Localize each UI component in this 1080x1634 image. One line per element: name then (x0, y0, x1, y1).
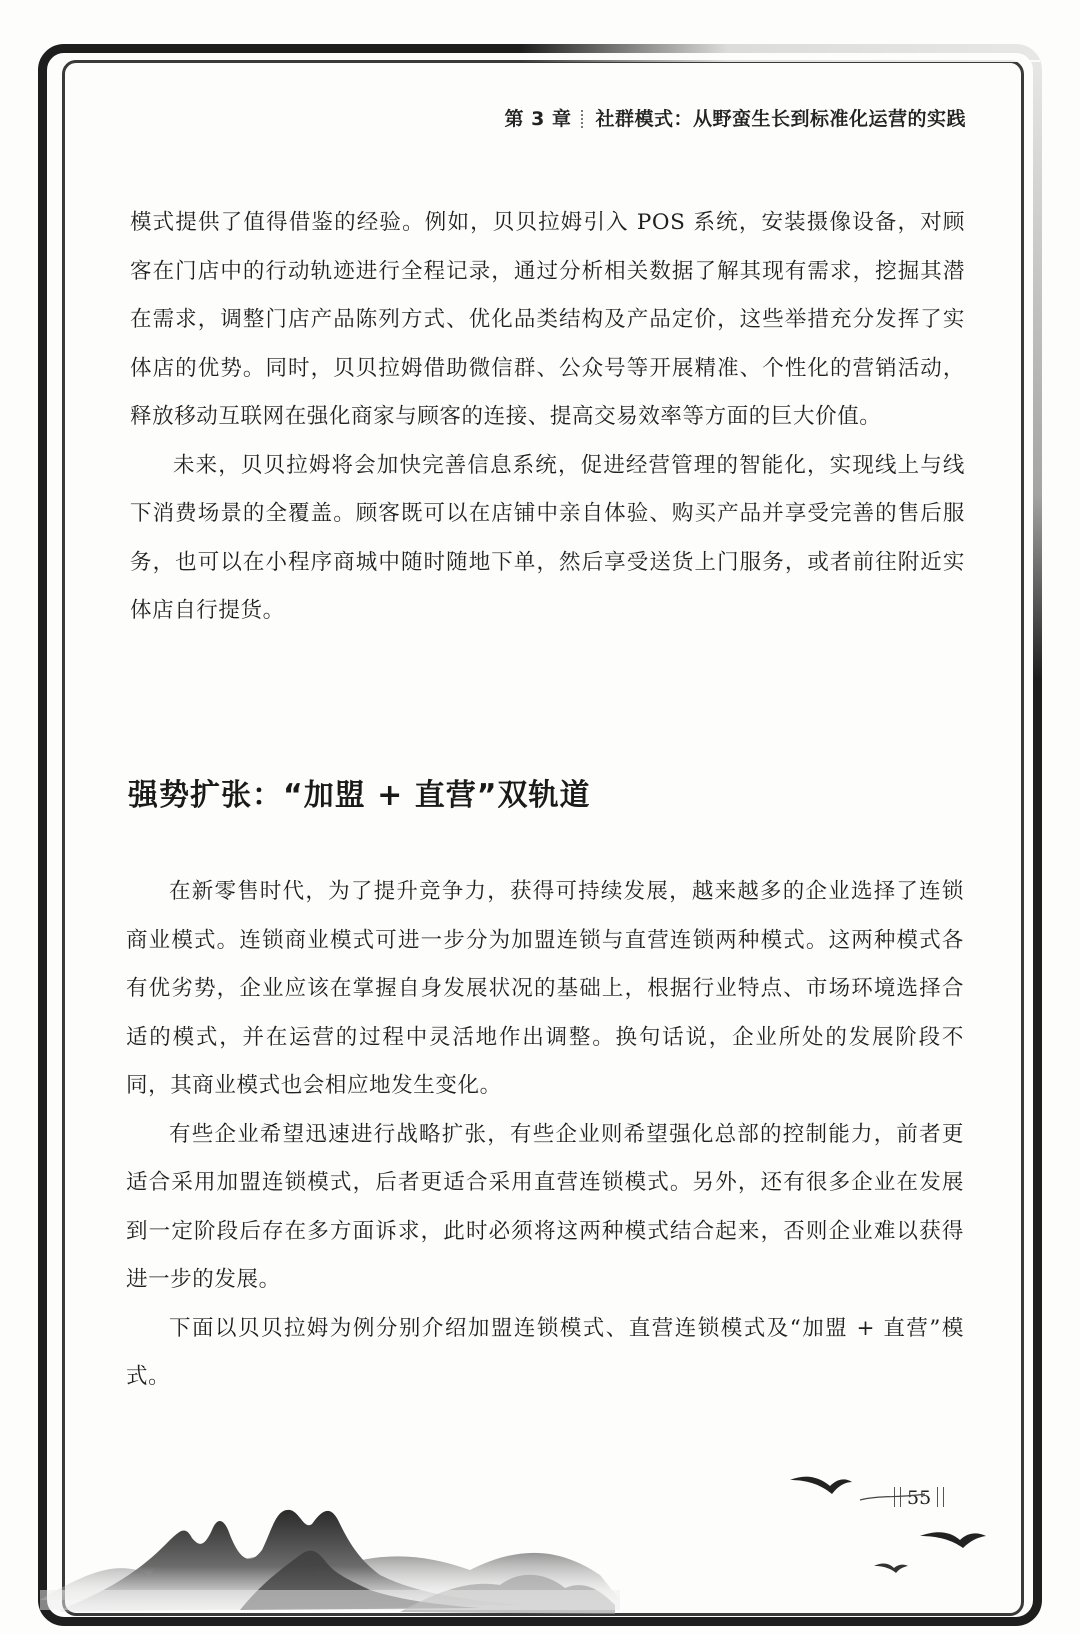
chapter-number: 第 3 章 (504, 108, 572, 130)
paragraph: 模式提供了值得借鉴的经验。例如，贝贝拉姆引入 POS 系统，安装摄像设备，对顾客在门店中的行动轨迹进行全程记录，通过分析相关数据了解其现有需求，挖掘其潜在需求，调整门店产品陈列方式、优化品类结构及产品定价，这些举措充分发挥了实体店的优势。同时，贝贝拉姆借助微信群、公众号等开展精准、个性化的营销活动，释放移动互联网在强化商家与顾客的连接、提高交易效率等方面的巨大价值。 (130, 210, 965, 429)
section-heading: 强势扩张：“加盟 + 直营”双轨道 (128, 778, 591, 813)
paragraph: 有些企业希望迅速进行战略扩张，有些企业则希望强化总部的控制能力，前者更适合采用加盟连锁模式，后者更适合采用直营连锁模式。另外，还有很多企业在发展到一定阶段后存在多方面诉求，此时必须将这两种模式结合起来，否则企业难以获得进一步的发展。 (126, 1121, 964, 1292)
section-one-body (130, 199, 965, 636)
running-header (505, 104, 966, 131)
page-folio (888, 1487, 950, 1509)
chapter-title: 社群模式：从野蛮生长到标准化运营的实践 (595, 108, 966, 130)
frame-fade-right (1026, 60, 1050, 680)
header-separator (581, 110, 585, 128)
section-two-body (126, 868, 964, 1402)
folio-bar-right (937, 1487, 944, 1507)
paragraph: 未来，贝贝拉姆将会加快完善信息系统，促进经营管理的智能化，实现线上与线下消费场景的全覆盖。顾客既可以在店铺中亲自体验、购买产品并享受完善的售后服务，也可以在小程序商城中随时随地下单，然后享受送货上门服务，或者前往附近实体店自行提货。 (130, 452, 965, 623)
frame-fade-top (520, 40, 1040, 62)
folio-bar-left (894, 1487, 901, 1507)
paragraph: 在新零售时代，为了提升竞争力，获得可持续发展，越来越多的企业选择了连锁商业模式。连锁商业模式可进一步分为加盟连锁与直营连锁两种模式。这两种模式各有优劣势，企业应该在掌握自身发展状况的基础上，根据行业特点、市场环境选择合适的模式，并在运营的过程中灵活地作出调整。换句话说，企业所处的发展阶段不同，其商业模式也会相应地发生变化。 (126, 879, 964, 1098)
page-number: 55 (907, 1487, 932, 1509)
paragraph: 下面以贝贝拉姆为例分别介绍加盟连锁模式、直营连锁模式及“加盟 + 直营”模式。 (126, 1315, 964, 1389)
